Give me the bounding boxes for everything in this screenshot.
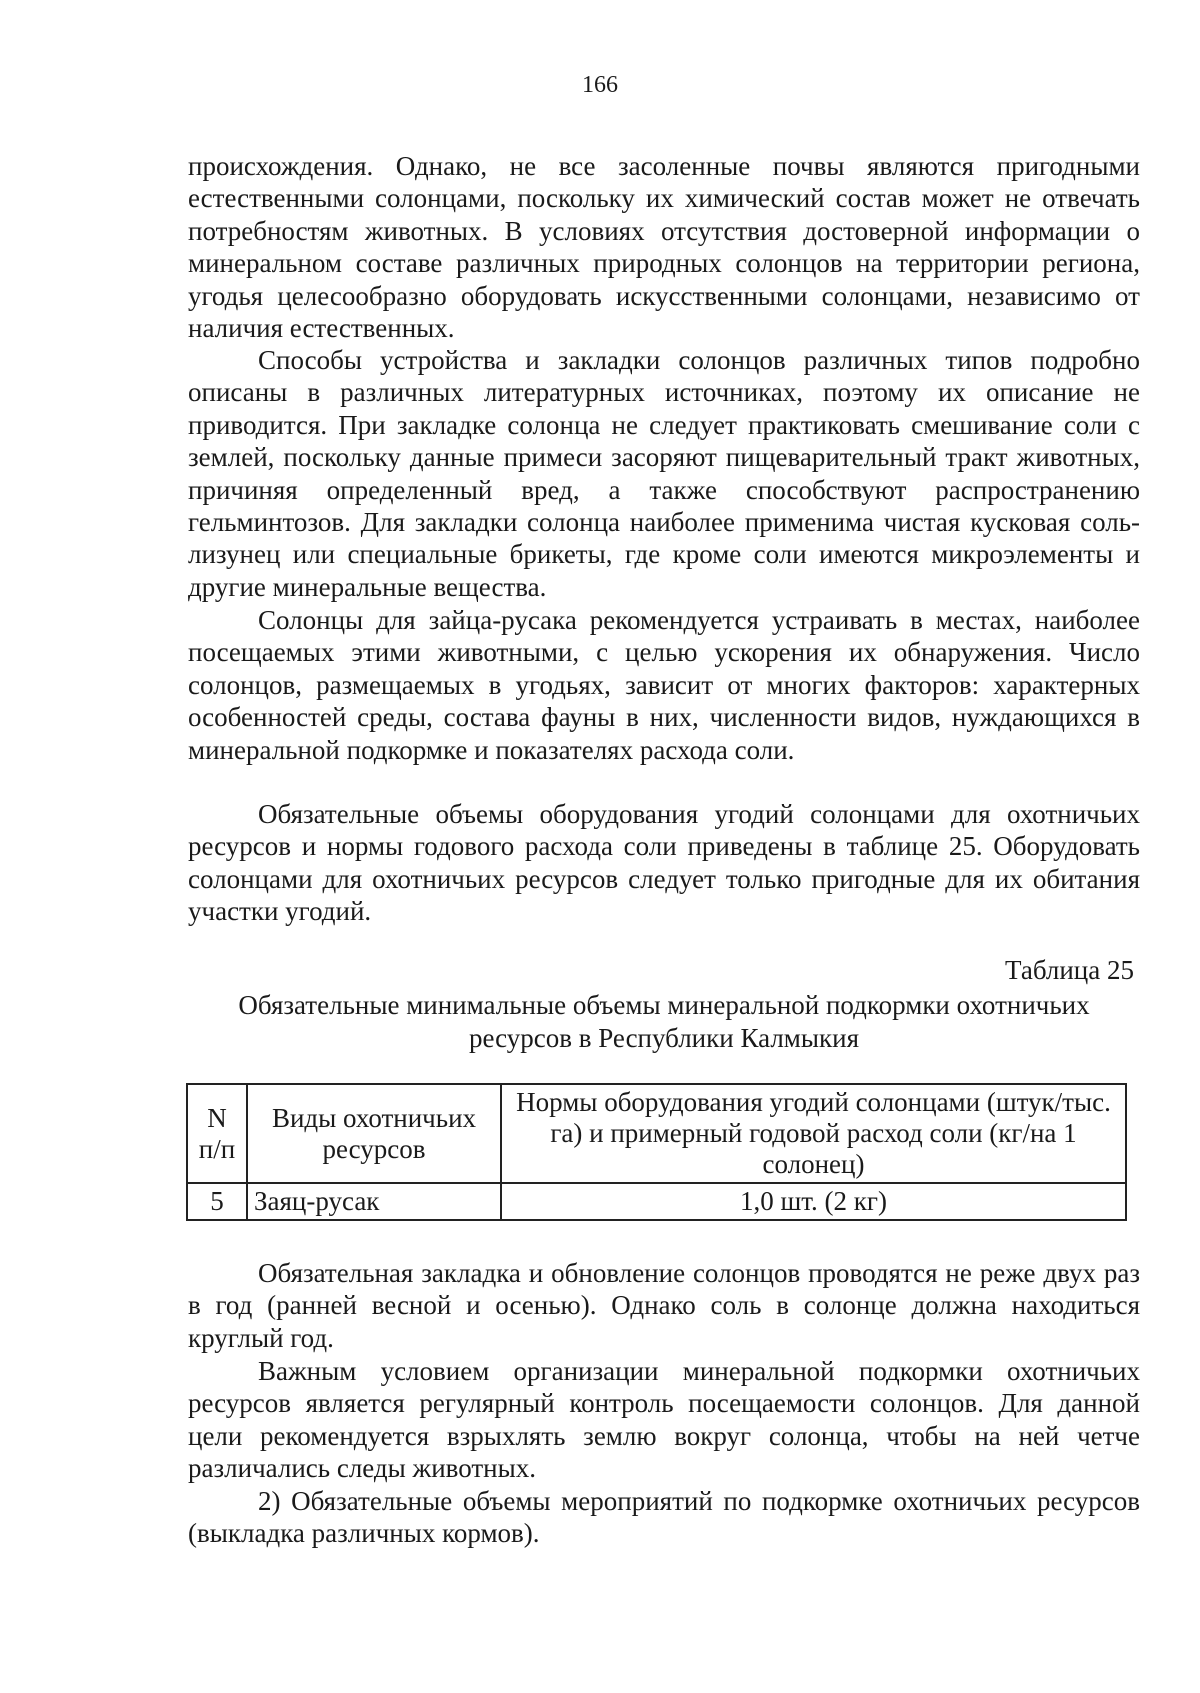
paragraph-6: Важным условием организации минеральной подкормки охотничьих ресурсов является регулярный контроль посещаемости солонцов. Для данной цели рекомендуется взрыхлять землю вокруг солонца, чтобы на ней четче различались следы животных. (188, 1356, 1140, 1484)
header-kind: Виды охотничьих ресурсов (247, 1084, 501, 1183)
header-number-line-2: п/п (198, 1133, 236, 1164)
cell-number: 5 (187, 1183, 247, 1220)
header-number-line-1: N (207, 1102, 227, 1133)
paragraph-3: Солонцы для зайца-русака рекомендуется устраивать в местах, наиболее посещаемых этими животными, с целью ускорения их обнаружения. Число солонцов, размещаемых в угодьях, зависит от многих факторов: характерных особенностей среды, состава фауны в них, численности видов, нуждающихся в минеральной подкормке и показателях расхода соли. (188, 605, 1140, 765)
paragraph-7: 2) Обязательные объемы мероприятий по подкормке охотничьих ресурсов (выкладка различных кормов). (188, 1486, 1140, 1549)
salt-lick-table (186, 1083, 1127, 1221)
paragraph-1: происхождения. Однако, не все засоленные почвы являются пригодными естественными солонцами, поскольку их химический состав может не отвечать потребностям животных. В условиях отсутствия достоверной информации о минеральном составе различных природных солонцов на территории региона, угодья целесообразно оборудовать искусственными солонцами, независимо от наличия естественных. (188, 151, 1140, 344)
paragraph-5: Обязательная закладка и обновление солонцов проводятся не реже двух раз в год (ранней весной и осенью). Однако соль в солонце должна находиться круглый год. (188, 1258, 1140, 1353)
table-label: Таблица 25 (1005, 955, 1134, 985)
table-row (187, 1183, 1126, 1220)
table-title (188, 989, 1140, 1055)
cell-kind: Заяц-русак (247, 1183, 501, 1220)
paragraph-2: Способы устройства и закладки солонцов различных типов подробно описаны в различных литературных источниках, поэтому их описание не приводится. При закладке солонца не следует практиковать смешивание соли с землей, поскольку данные примеси засоряют пищеварительный тракт животных, причиняя определенный вред, а также способствуют распространению гельминтозов. Для закладки солонца наиболее применима чистая кусковая соль-лизунец или специальные брикеты, где кроме соли имеются микроэлементы и другие минеральные вещества. (188, 345, 1140, 602)
header-norms: Нормы оборудования угодий солонцами (штук/тыс. га) и примерный годовой расход соли (кг/на 1 солонец) (501, 1084, 1126, 1183)
paragraph-4: Обязательные объемы оборудования угодий солонцами для охотничьих ресурсов и нормы годового расхода соли приведены в таблице 25. Оборудовать солонцами для охотничьих ресурсов следует только пригодные для их обитания участки угодий. (188, 799, 1140, 927)
page-number: 166 (582, 72, 618, 98)
table-title-line-2: ресурсов в Республики Калмыкия (468, 1023, 860, 1053)
cell-norm: 1,0 шт. (2 кг) (501, 1183, 1126, 1220)
table-header-row (187, 1084, 1126, 1183)
table-title-line-1: Обязательные минимальные объемы минеральной подкормки охотничьих (238, 990, 1090, 1020)
header-number (187, 1084, 247, 1183)
